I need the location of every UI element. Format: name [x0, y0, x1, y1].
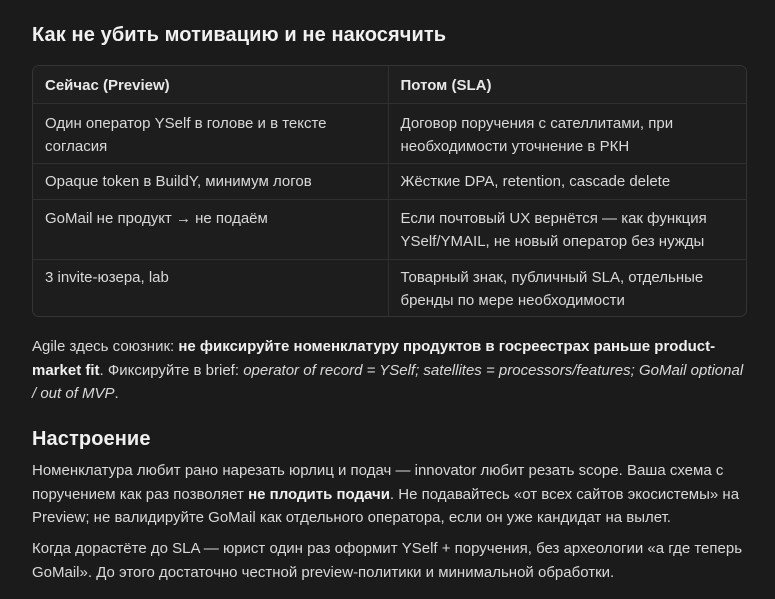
- table-row: [33, 103, 746, 163]
- table-cell-later: Договор поручения с сателлитами, при необходимости уточнение в РКН: [388, 103, 746, 163]
- mood-text-a: Номенклатура любит рано нарезать юрлиц и подач — innovator любит резать scope. Ваша схема с поручением как раз позволяет: [32, 462, 724, 503]
- mood-paragraph-2: Когда дорастёте до SLA — юрист один раз оформит YSelf + поручения, без археологии «а где теперь GoMail». До этого достаточно честной preview-политики и минимальной обработки.: [32, 540, 743, 581]
- agile-end-text: .: [114, 385, 119, 402]
- table-cell-later: Жёсткие DPA, retention, cascade delete: [388, 163, 746, 199]
- table-cell-later: Товарный знак, публичный SLA, отдельные бренды по мере необходимости: [388, 259, 746, 316]
- table-cell-now: 3 invite-юзера, lab: [45, 268, 169, 286]
- table-cell-now: Opaque token в BuildY, минимум логов: [33, 163, 388, 199]
- table-cell-now: Один оператор YSelf в голове и в тексте согласия: [33, 103, 388, 163]
- table-row: [33, 163, 746, 199]
- agile-mid-text: . Фиксируйте в brief:: [99, 361, 244, 379]
- section-heading-mood: Настроение: [32, 428, 151, 450]
- column-header-later: Потом (SLA): [388, 66, 746, 103]
- agile-brief-text: operator of record = YSelf; satellites = processors/features; GoMail optional / out of MVP: [32, 361, 744, 402]
- agile-lead-text: Agile здесь союзник:: [32, 338, 179, 355]
- mood-paragraph-1: [32, 459, 745, 530]
- mood-bold-text: не плодить подачи: [248, 485, 390, 503]
- table-cell-now: GoMail не продукт → не подаём: [33, 199, 388, 259]
- comparison-table: [32, 65, 747, 317]
- table-header-row: [33, 66, 746, 103]
- column-header-now: Сейчас (Preview): [33, 66, 388, 103]
- agile-bold-text: не фиксируйте номенклатуру продуктов в госреестрах раньше product-market fit: [32, 338, 716, 379]
- table-row: [33, 199, 746, 259]
- mood-text-b: . Не подавайтесь «от всех сайтов экосистемы» на Preview; не валидируйте GoMail как отдельного оператора, если он уже кандидат на вылет.: [32, 485, 740, 526]
- section-heading-motivation: Как не убить мотивацию и не накосячить: [32, 24, 447, 46]
- table-cell-later: Если почтовый UX вернётся — как функция YSelf/YMAIL, не новый оператор без нужды: [388, 199, 746, 259]
- agile-paragraph: [32, 335, 745, 406]
- table-row: [33, 259, 746, 316]
